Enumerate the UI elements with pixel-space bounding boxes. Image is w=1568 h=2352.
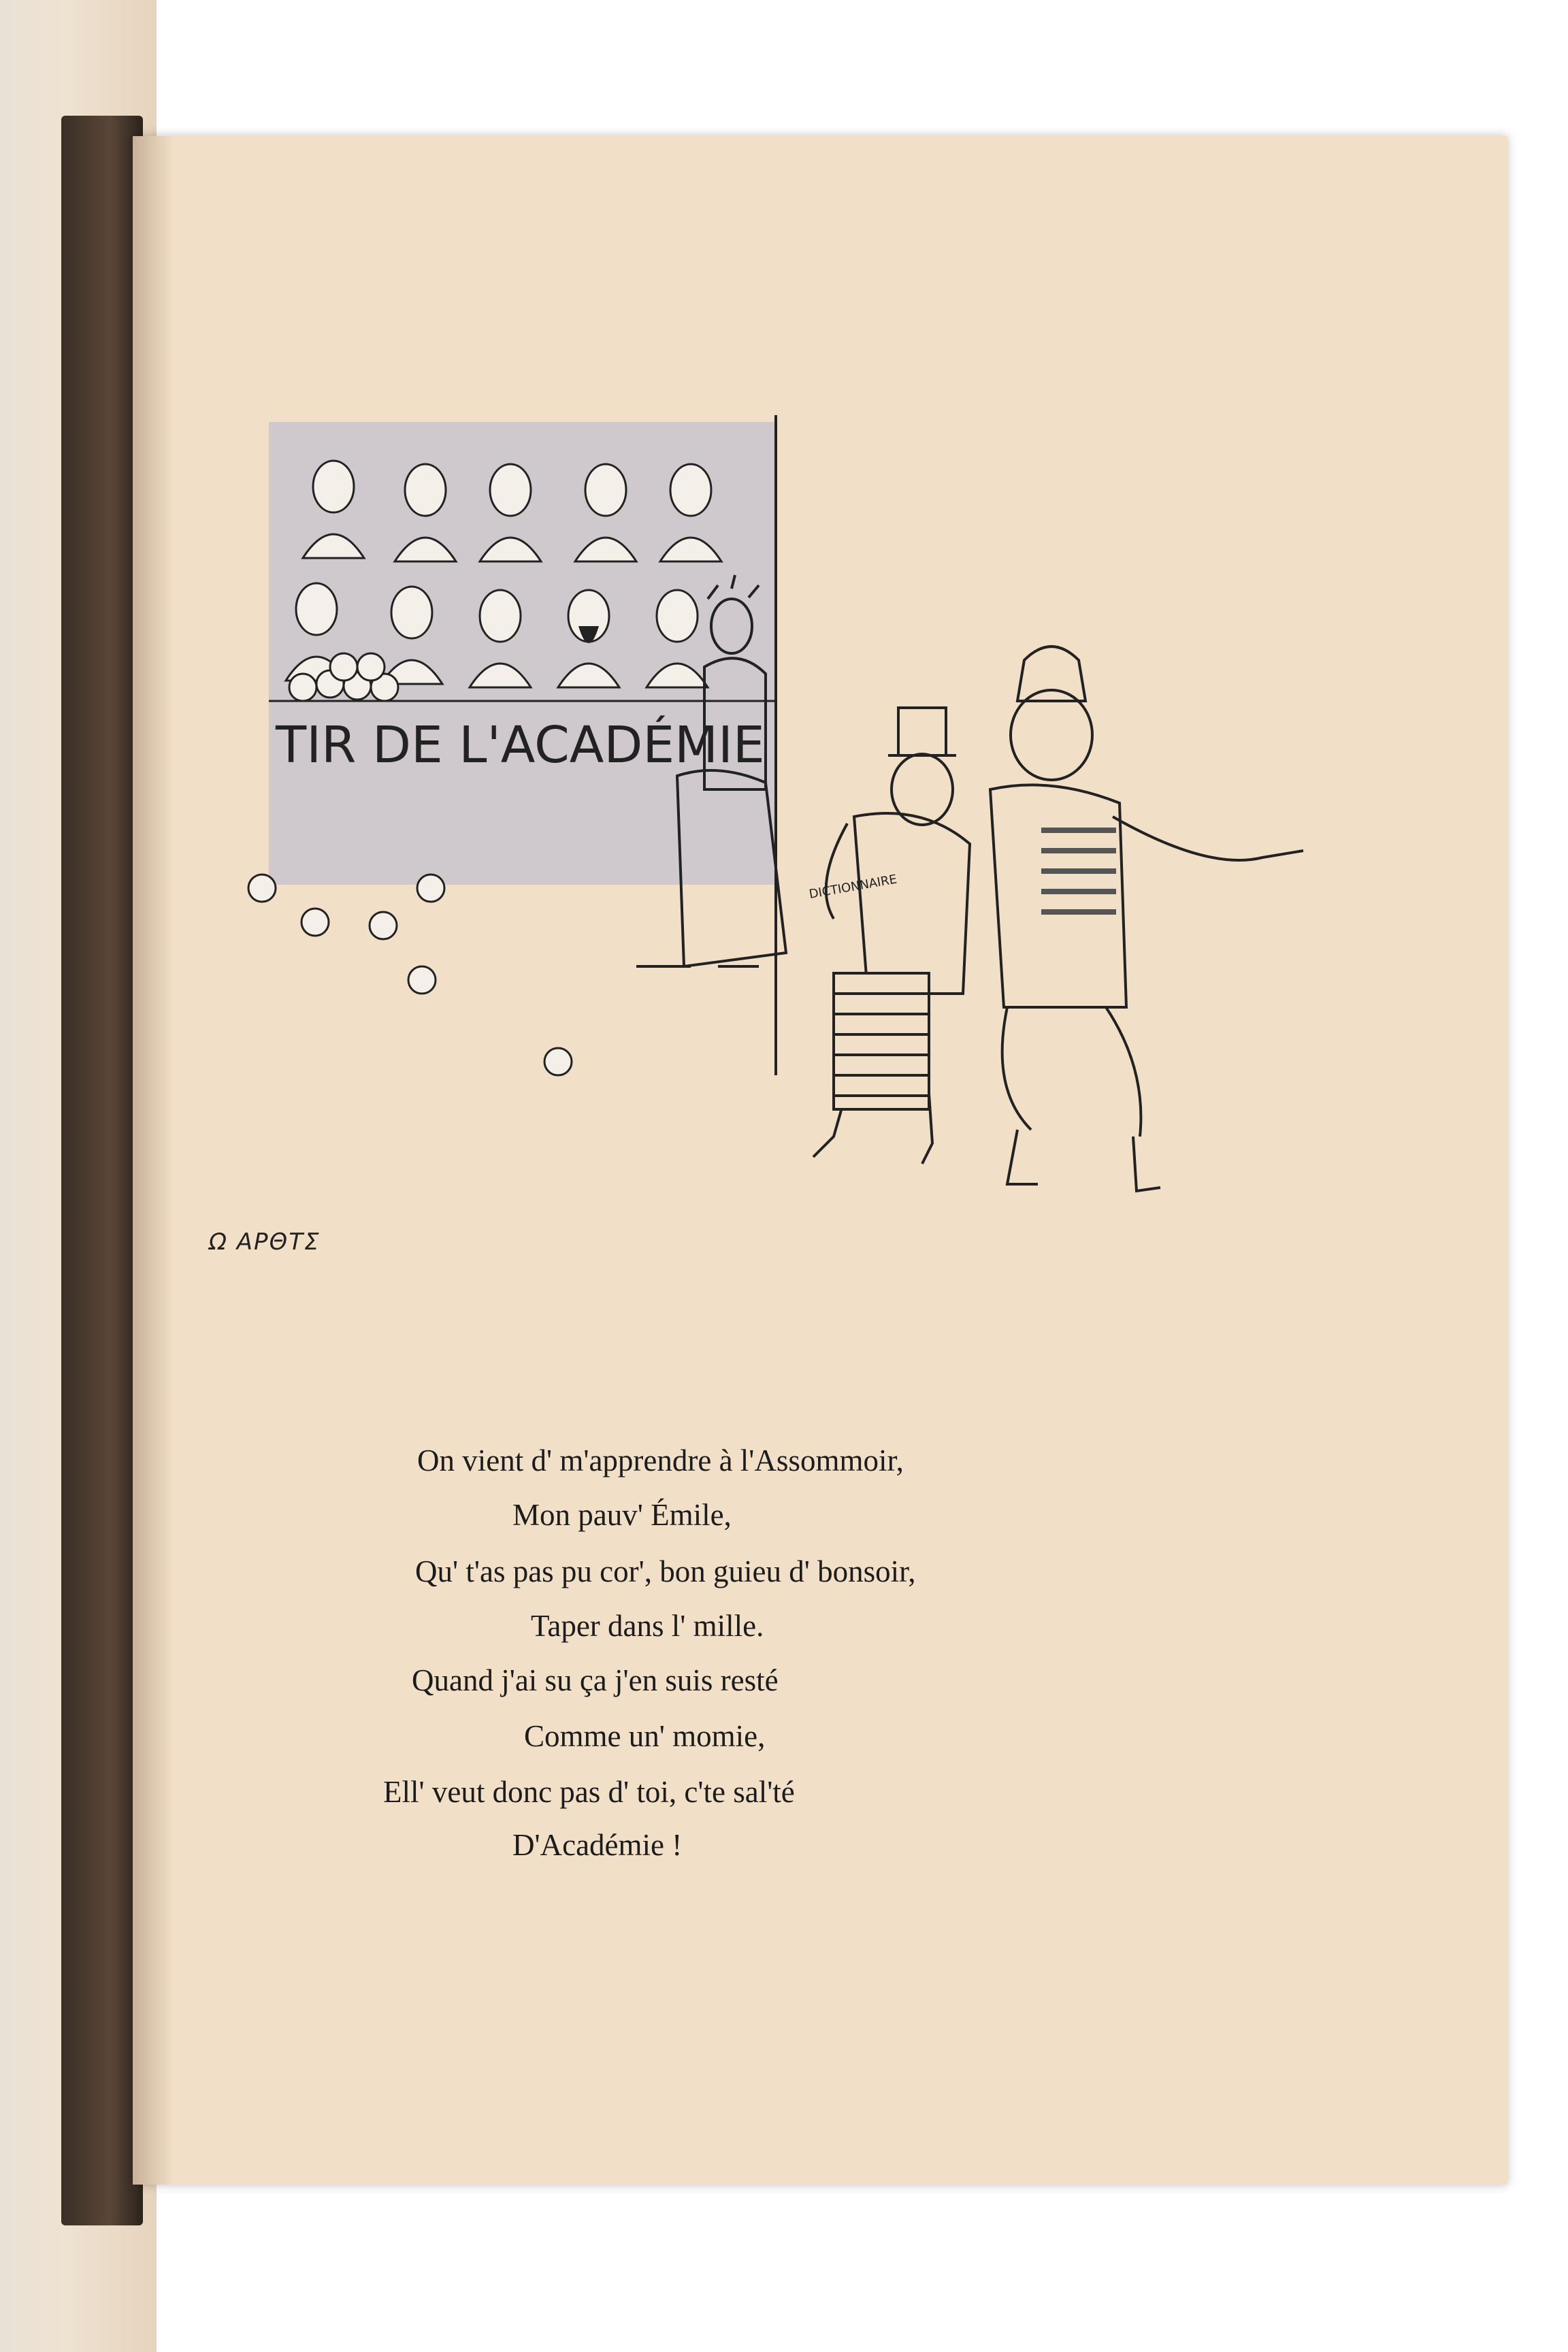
poem-line-5: Quand j'ai su ça j'en suis resté <box>412 1663 779 1697</box>
sailor-figure <box>990 647 1303 1191</box>
dictionary-label: DICTIONNAIRE <box>808 872 898 902</box>
book-stack <box>834 973 929 1109</box>
poem-line-2: Mon pauv' Émile, <box>512 1498 732 1532</box>
poem-line-6: Comme un' momie, <box>524 1719 766 1753</box>
book-page <box>133 136 1507 2185</box>
poem-line-7: Ell' veut donc pas d' toi, c'te sal'té <box>383 1775 795 1809</box>
artist-signature: Ω ΑΡΘΤΣ <box>209 1228 321 1256</box>
loose-balls <box>248 875 572 1075</box>
page-gutter-shadow <box>133 136 174 2185</box>
poem-line-3: Qu' t'as pas pu cor', bon guieu d' bonsoir, <box>415 1554 916 1588</box>
man-with-top-hat <box>813 708 970 1164</box>
shooting-gallery-booth <box>269 415 776 1075</box>
poem-line-4: Taper dans l' mille. <box>531 1609 764 1643</box>
gallery-sign-text: TIR DE L'ACADÉMIE <box>276 716 765 774</box>
poem-line-1: On vient d' m'apprendre à l'Assommoir, <box>417 1443 904 1477</box>
book-cover-edge <box>61 116 143 2225</box>
caricature-illustration <box>201 381 1358 1266</box>
poem-line-8: D'Académie ! <box>512 1828 683 1862</box>
